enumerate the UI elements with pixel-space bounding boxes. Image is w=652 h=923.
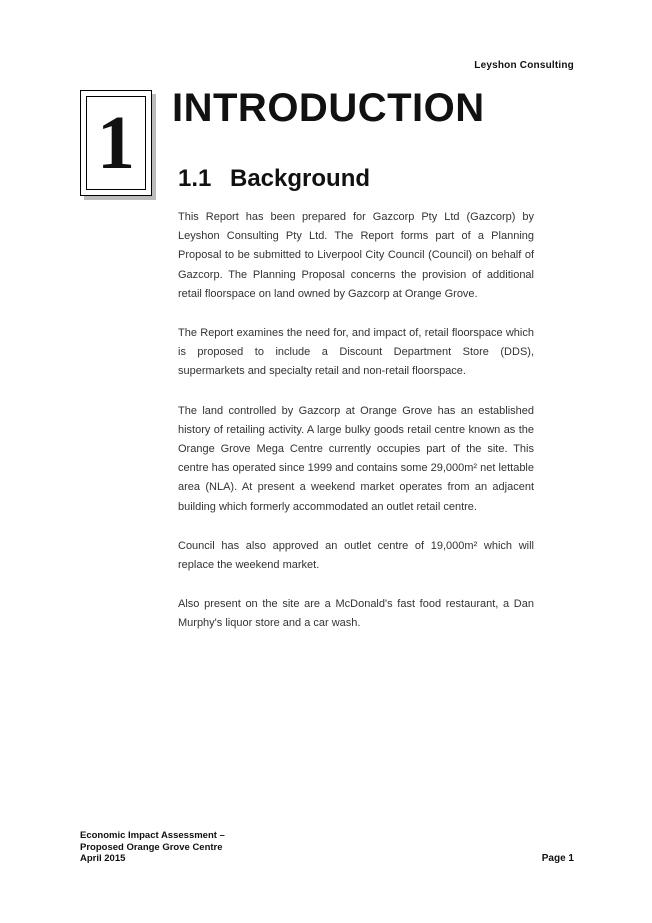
footer-line: Proposed Orange Grove Centre [80, 841, 223, 853]
paragraph: The Report examines the need for, and impact of, retail floorspace which is proposed to include a Discount Department Store (DDS), supermarkets and specialty retail and non-retail floorspace. [178, 327, 534, 378]
footer-line: Economic Impact Assessment – [80, 830, 225, 841]
footer-document-info [80, 830, 225, 865]
paragraph: Council has also approved an outlet centre of 19,000m² which will replace the weekend market. [178, 539, 534, 572]
chapter-number: 1 [97, 101, 135, 185]
footer-line: April 2015 [80, 853, 126, 864]
paragraph: This Report has been prepared for Gazcorp Pty Ltd (Gazcorp) by Leyshon Consulting Pty Ltd. The Report forms part of a Planning Proposal to be submitted to Liverpool City Council (Council) on behalf of Gazcorp. The Planning Proposal concerns the provision of additional retail floorspace on land owned by Gazcorp at Orange Grove. [178, 211, 534, 300]
paragraph: Also present on the site are a McDonald's fast food restaurant, a Dan Murphy's liquor store and a car wash. [178, 598, 534, 630]
paragraph: The land controlled by Gazcorp at Orange Grove has an established history of retailing activity. A large bulky goods retail centre known as the Orange Grove Mega Centre currently occupies part of the site. This centre has operated since 1999 and contains some 29,000m² net lettable area (NLA). At present a weekend market operates from an adjacent building which formerly accommodated an outlet retail centre. [178, 404, 534, 513]
section-number: 1.1 [178, 165, 212, 192]
header-company: Leyshon Consulting [474, 60, 574, 71]
chapter-number-frame [86, 96, 146, 190]
section-title: Background [230, 165, 371, 192]
section-heading [178, 165, 370, 193]
chapter-number-box [80, 90, 152, 196]
body-text [178, 208, 534, 654]
page-number: Page 1 [541, 853, 574, 864]
chapter-title: INTRODUCTION [172, 86, 485, 130]
